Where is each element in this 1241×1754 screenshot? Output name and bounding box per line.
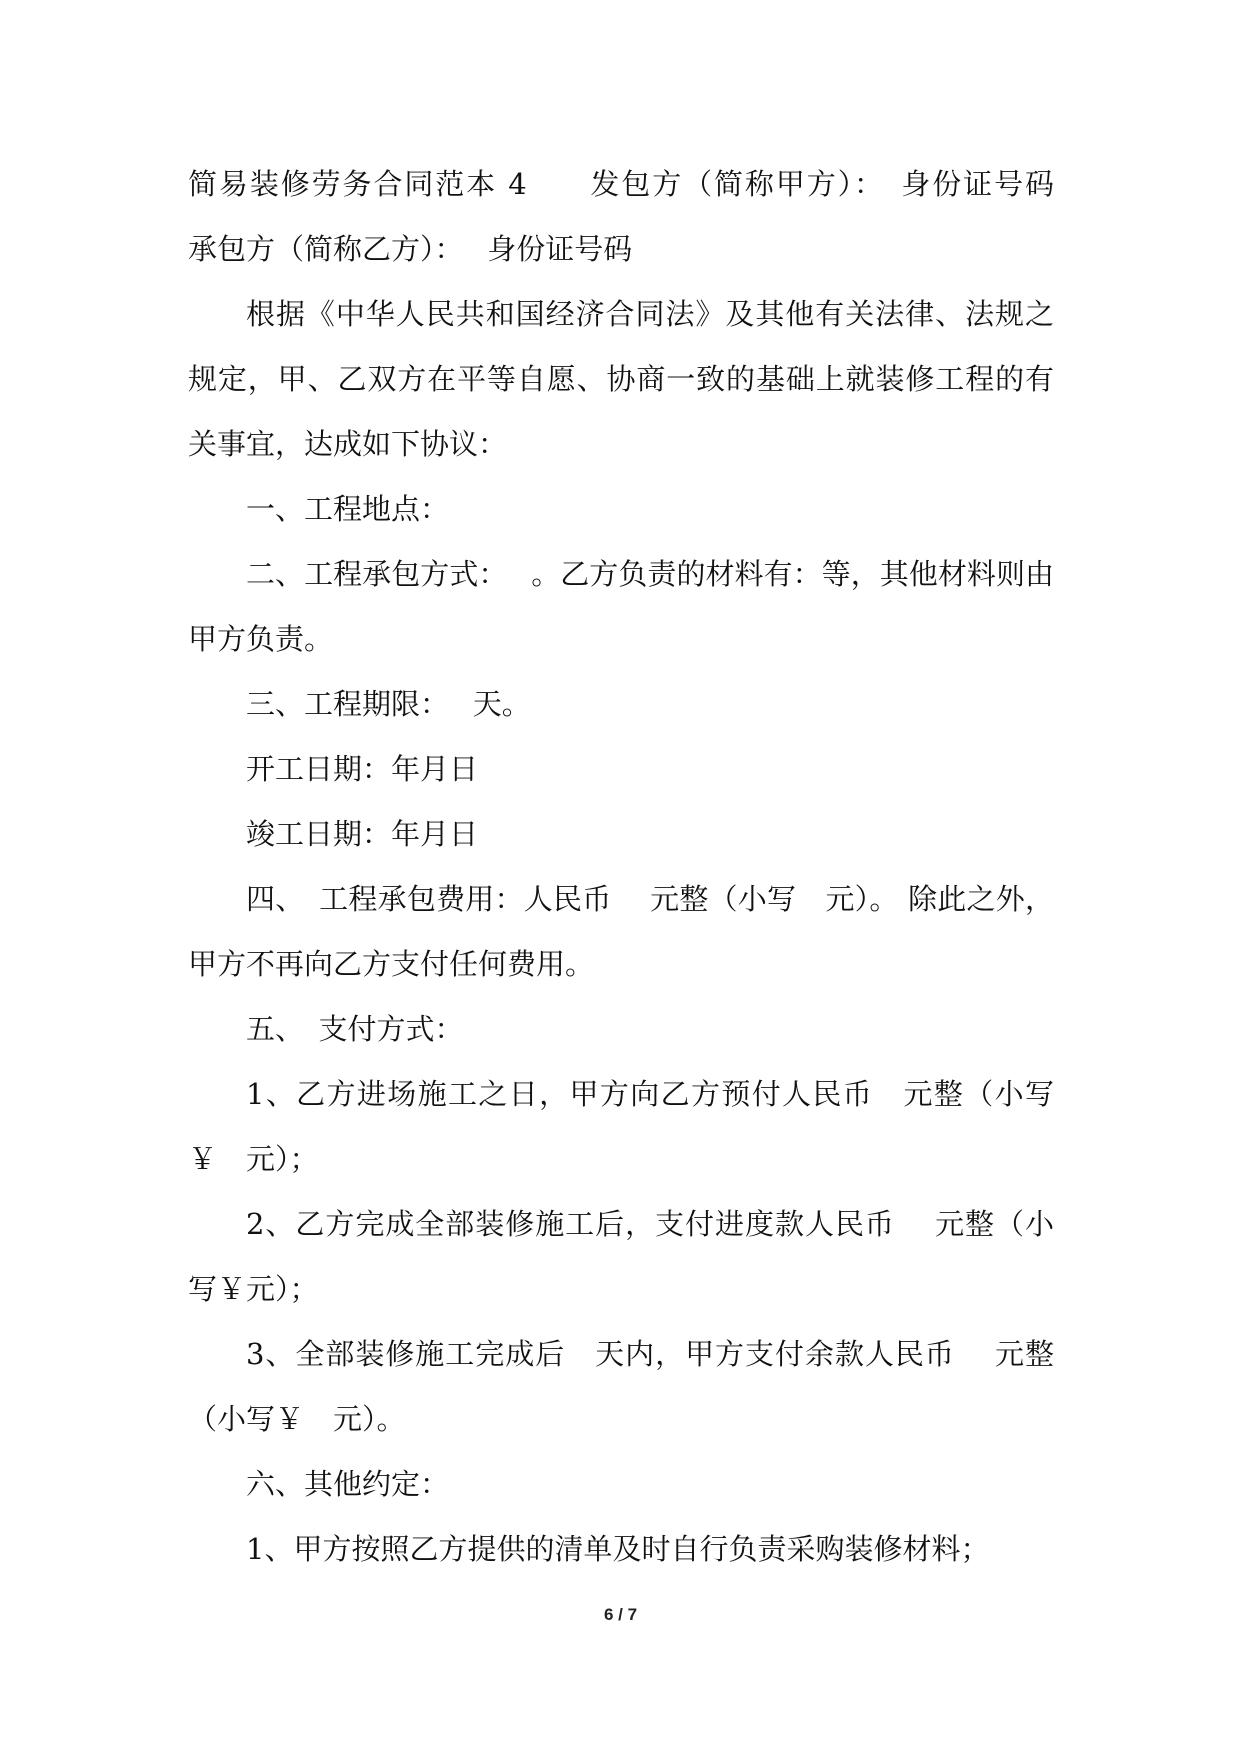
payment-item-1: 1、乙方进场施工之日，甲方向乙方预付人民币 元整（小写 ￥ 元）； bbox=[188, 1077, 1084, 1176]
start-date-line: 开工日期：年月日 bbox=[246, 752, 479, 786]
clause-other-terms: 六、其他约定： bbox=[246, 1467, 450, 1501]
other-terms-item-1: 1、甲方按照乙方提供的清单及时自行负责采购装修材料； bbox=[246, 1532, 990, 1566]
payment-item-2: 2、乙方完成全部装修施工后，支付进度款人民币 元整（小写￥元）； bbox=[188, 1207, 1054, 1306]
payment-item-3: 3、全部装修施工完成后 天内，甲方支付余款人民币 元整（小写￥ 元）。 bbox=[188, 1337, 1054, 1436]
clause-duration: 三、工程期限： 天。 bbox=[246, 687, 531, 721]
clause-location: 一、工程地点： bbox=[246, 492, 450, 526]
completion-date-line: 竣工日期：年月日 bbox=[246, 817, 479, 851]
clause-fee: 四、 工程承包费用：人民币 元整（小写 元）。 除此之外，甲方不再向乙方支付任何费用。 bbox=[188, 882, 1054, 981]
page-number: 6 / 7 bbox=[603, 1605, 638, 1624]
contract-body bbox=[188, 152, 1084, 1582]
contract-title-parties: 简易装修劳务合同范本 4 发包方（简称甲方）： 身份证号码 承包方（简称乙方）： 身份证号码 bbox=[188, 167, 1084, 266]
preamble-paragraph: 根据《中华人民共和国经济合同法》及其他有关法律、法规之规定，甲、乙双方在平等自愿、协商一致的基础上就装修工程的有关事宜，达成如下协议： bbox=[188, 297, 1054, 461]
clause-contract-method: 二、工程承包方式： 。乙方负责的材料有：等，其他材料则由甲方负责。 bbox=[188, 557, 1054, 656]
clause-payment-method: 五、 支付方式： bbox=[246, 1012, 464, 1046]
